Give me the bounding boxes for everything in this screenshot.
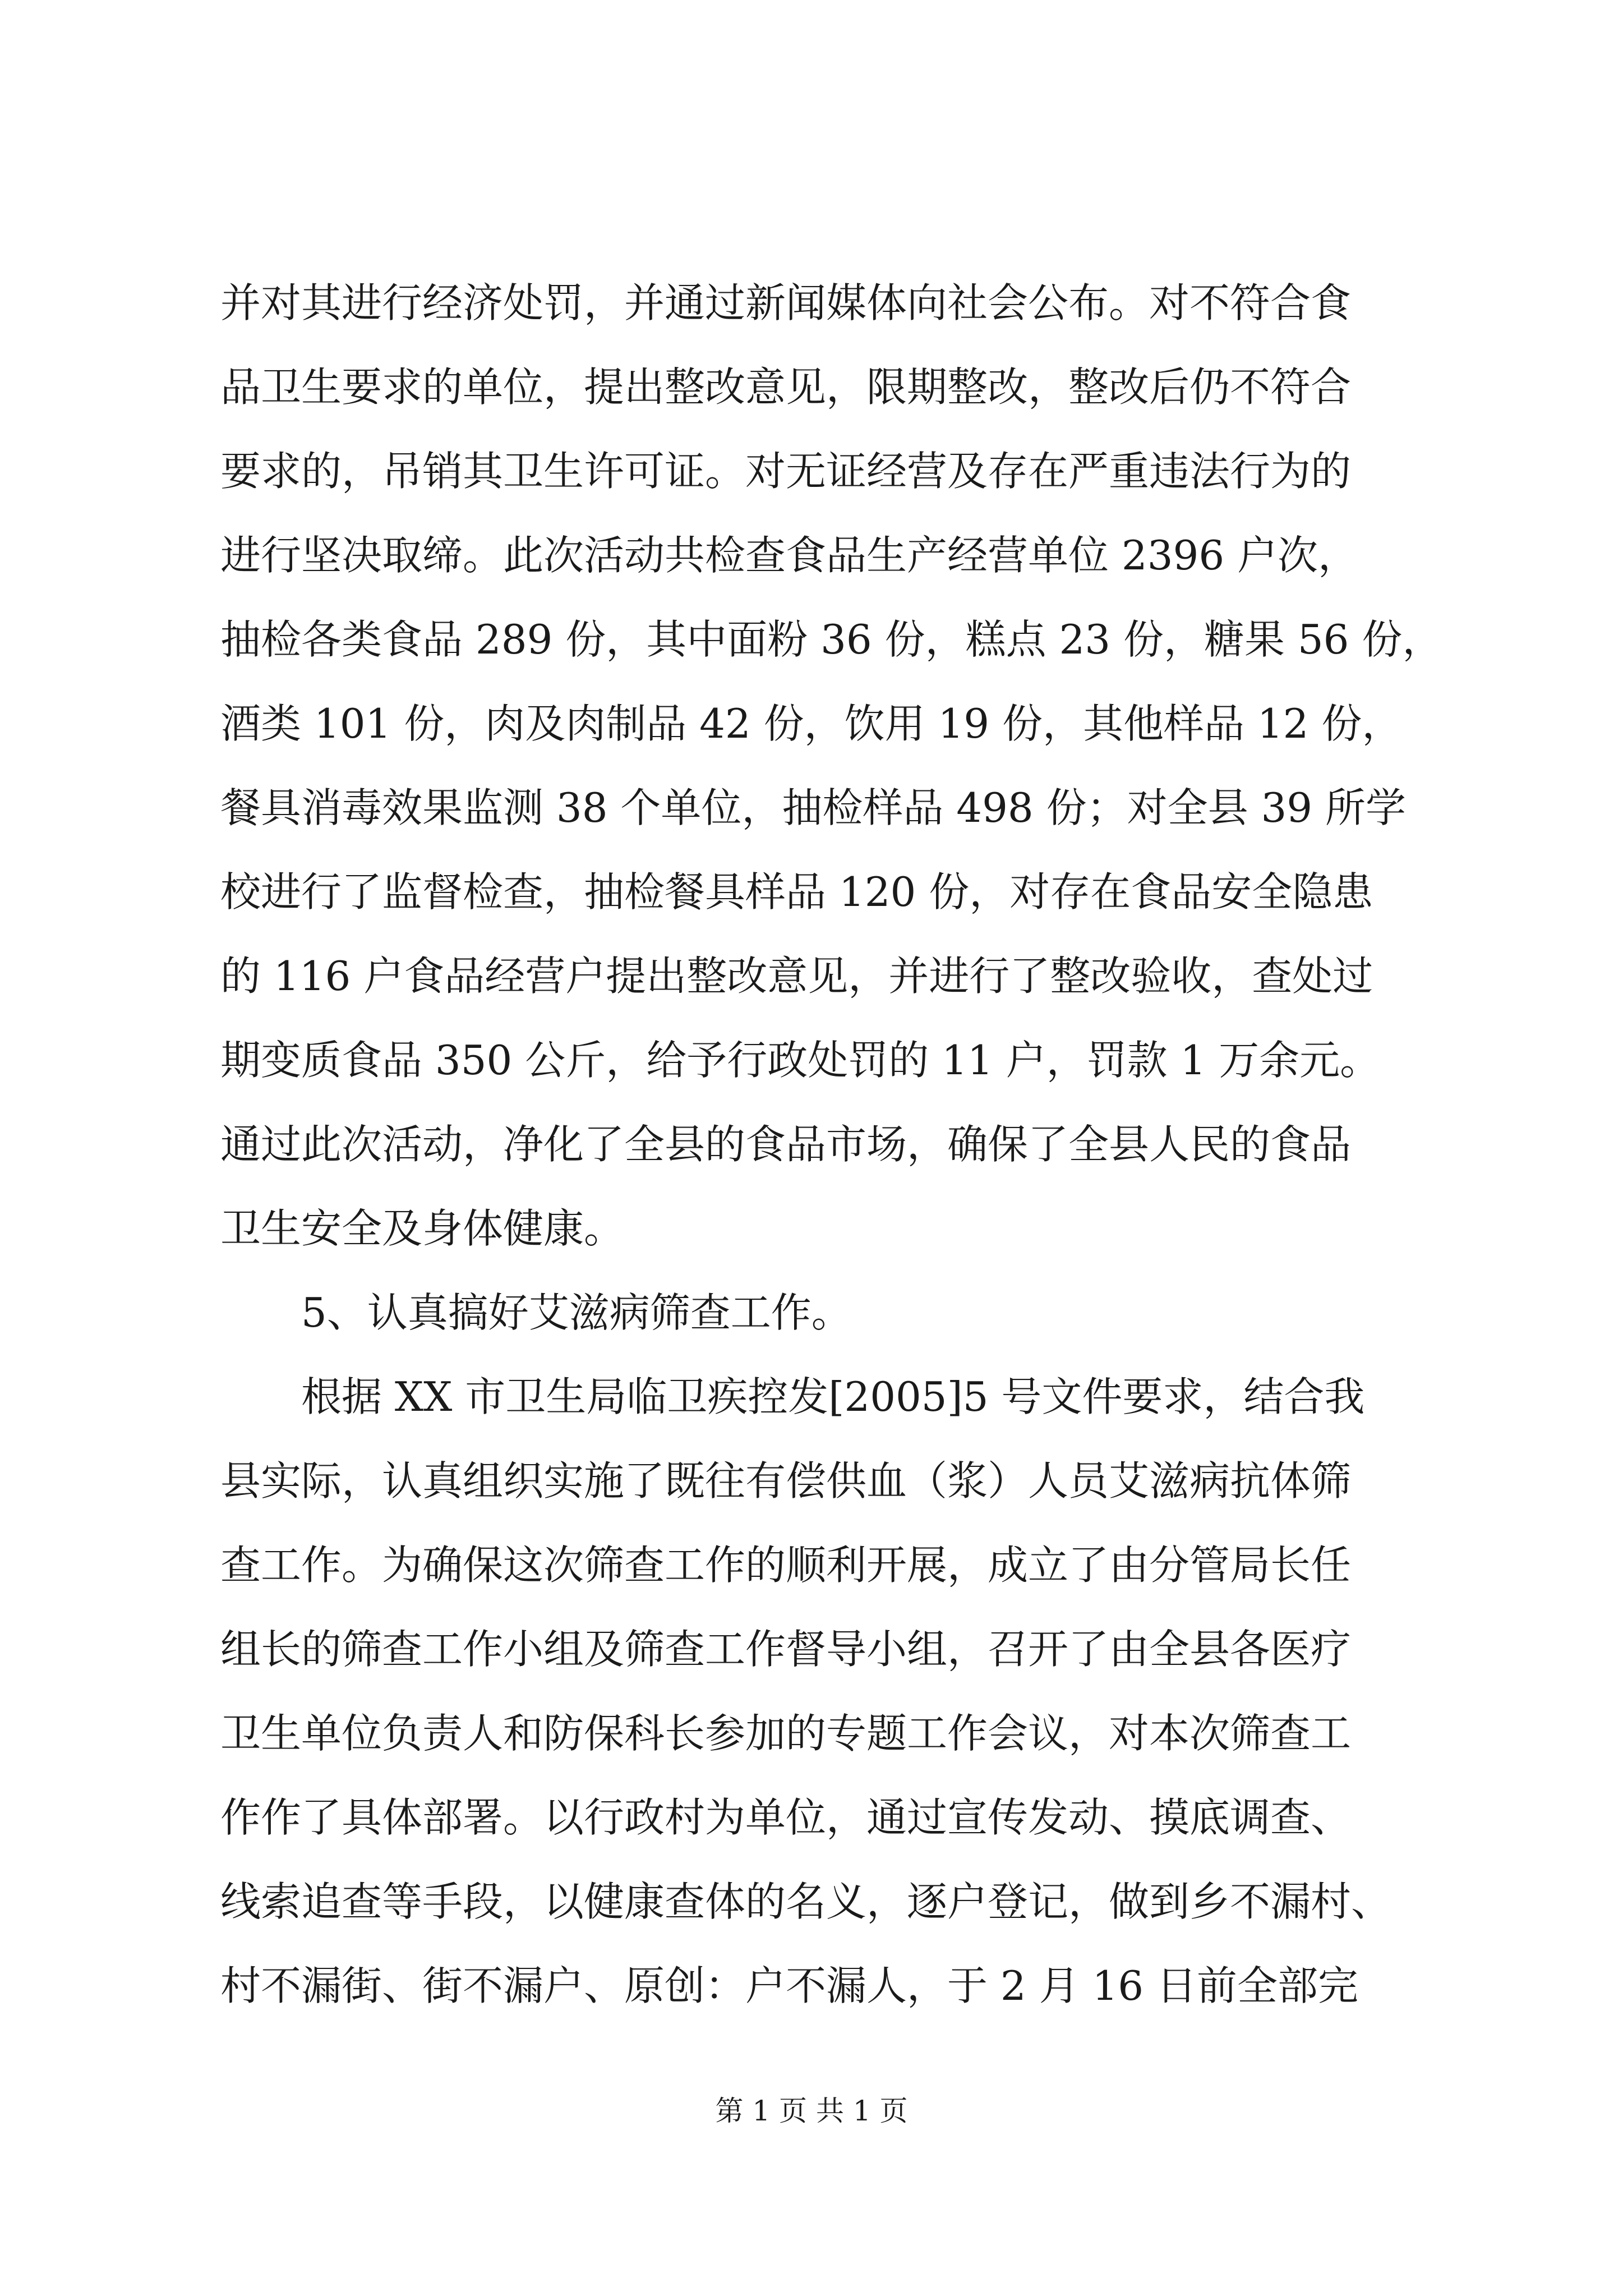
section-heading: 5、认真搞好艾滋病筛查工作。 — [301, 1289, 852, 1336]
text-line: 进行坚决取缔。此次活动共检查食品生产经营单位 2396 户次， — [220, 532, 1359, 579]
text-line: 县实际，认真组织实施了既往有偿供血（浆）人员艾滋病抗体筛 — [220, 1457, 1352, 1504]
text-line: 作作了具体部署。以行政村为单位，通过宣传发动、摸底调查、 — [220, 1794, 1352, 1841]
text-line: 餐具消毒效果监测 38 个单位，抽检样品 498 份；对全县 39 所学 — [220, 784, 1406, 831]
text-line: 线索追查等手段，以健康查体的名义，逐户登记，做到乡不漏村、 — [220, 1878, 1392, 1925]
text-line: 卫生单位负责人和防保科长参加的专题工作会议，对本次筛查工 — [220, 1710, 1352, 1757]
text-line: 卫生安全及身体健康。 — [220, 1205, 625, 1252]
text-line: 品卫生要求的单位，提出整改意见，限期整改，整改后仍不符合 — [220, 364, 1352, 411]
text-line: 村不漏街、街不漏户、原创：户不漏人，于 2 月 16 日前全部完 — [220, 1962, 1358, 2009]
document-body — [220, 261, 1443, 2028]
text-line: 组长的筛查工作小组及筛查工作督导小组，召开了由全县各医疗 — [220, 1626, 1352, 1673]
text-line: 酒类 101 份，肉及肉制品 42 份，饮用 19 份，其他样品 12 份， — [220, 700, 1403, 747]
text-line: 根据 XX 市卫生局临卫疾控发[2005]5 号文件要求，结合我 — [301, 1373, 1365, 1420]
text-line: 通过此次活动，净化了全县的食品市场，确保了全县人民的食品 — [220, 1121, 1352, 1168]
text-line: 并对其进行经济处罚，并通过新闻媒体向社会公布。对不符合食 — [220, 279, 1352, 326]
text-line: 抽检各类食品 289 份，其中面粉 36 份，糕点 23 份，糖果 56 份， — [220, 616, 1443, 663]
text-line: 要求的，吊销其卫生许可证。对无证经营及存在严重违法行为的 — [220, 448, 1352, 495]
text-line: 校进行了监督检查，抽检餐具样品 120 份，对存在食品安全隐患 — [220, 868, 1373, 915]
page-footer: 第 1 页 共 1 页 — [715, 2095, 908, 2127]
text-line: 查工作。为确保这次筛查工作的顺利开展，成立了由分管局长任 — [220, 1542, 1352, 1589]
text-line: 期变质食品 350 公斤，给予行政处罚的 11 户，罚款 1 万余元。 — [220, 1037, 1381, 1084]
text-line: 的 116 户食品经营户提出整改意见，并进行了整改验收，查处过 — [220, 953, 1373, 1000]
